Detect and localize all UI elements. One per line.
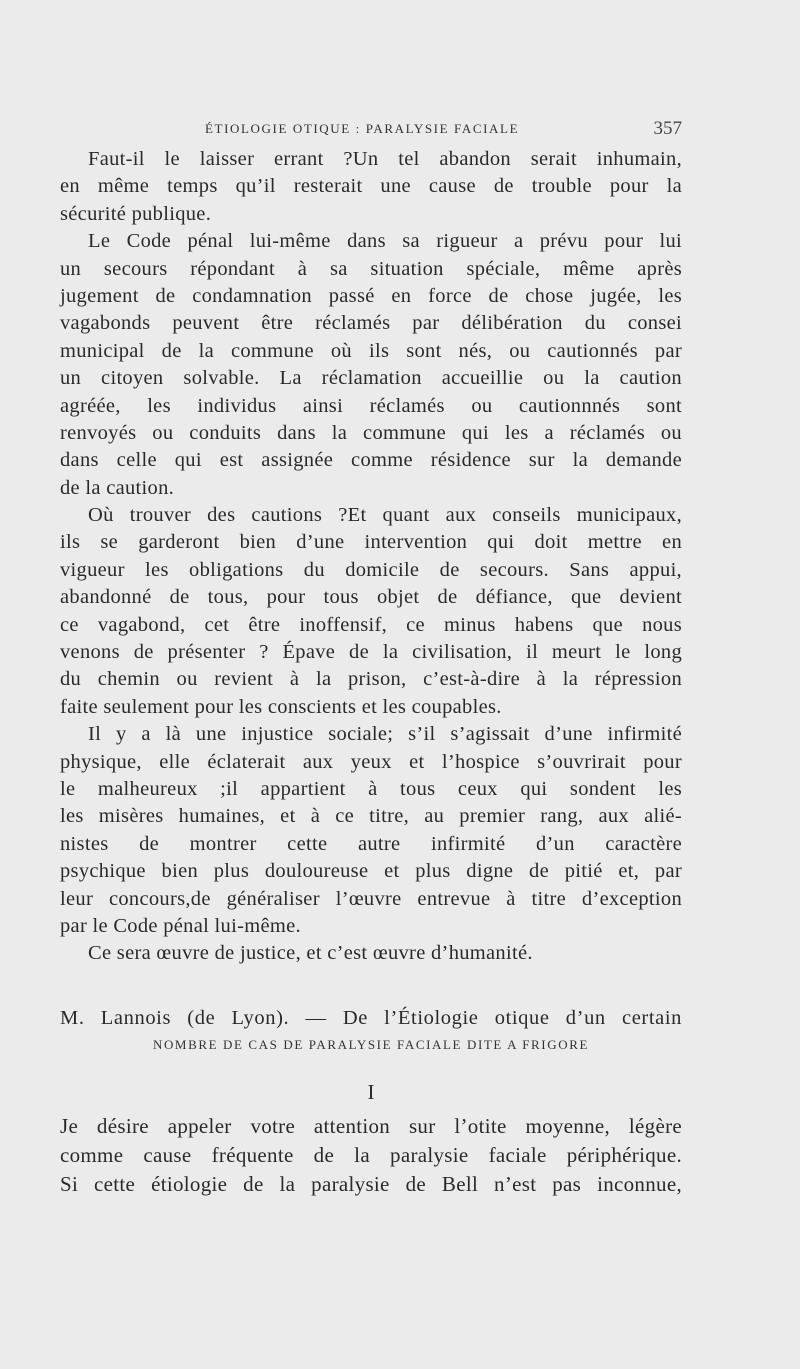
text-line: nistes de montrer cette autre infirmité d’un caractère [60, 832, 682, 855]
text-line: renvoyés ou conduits dans la commune qui les a réclamés ou [60, 421, 682, 444]
text-line: psychique bien plus douloureuse et plus digne de pitié et, par [60, 860, 682, 883]
text-line: Je désire appeler votre attention sur l’otite moyenne, légère [60, 1114, 682, 1138]
text-line: agréée, les individus ainsi réclamés ou cautionnnés sont [60, 394, 682, 417]
running-head [60, 118, 682, 140]
section-number: I [367, 1080, 375, 1104]
text-line: municipal de la commune où ils sont nés, ou cautionnés par [60, 339, 682, 362]
text-line: les misères humaines, et à ce titre, au premier rang, aux alié- [60, 805, 682, 828]
text-line: Le Code pénal lui-même dans sa rigueur a prévu pour lui [88, 230, 682, 253]
text-line: sécurité publique. [60, 202, 212, 225]
text-line: dans celle qui est assignée comme résidence sur la demande [60, 449, 682, 472]
text-line: un secours répondant à sa situation spéciale, même après [60, 257, 682, 280]
text-line: le malheureux ;il appartient à tous ceux qui sondent les [60, 777, 682, 800]
running-title: ÉTIOLOGIE OTIQUE : PARALYSIE FACIALE [205, 121, 520, 136]
text-line: par le Code pénal lui-même. [60, 914, 301, 937]
text-line: abandonné de tous, pour tous objet de défiance, que devient [60, 586, 682, 609]
text-line: leur concours,de généraliser l’œuvre entrevue à titre d’exception [60, 887, 682, 910]
text-line: Où trouver des cautions ?Et quant aux conseils municipaux, [88, 504, 682, 527]
article-heading [60, 1003, 682, 1053]
text-line: Si cette étiologie de la paralysie de Bell n’est pas inconnue, [60, 1172, 682, 1196]
text-line: vigueur les obligations du domicile de secours. Sans appui, [60, 558, 682, 581]
text-line: venons de présenter ? Épave de la civilisation, il meurt le long [60, 641, 682, 664]
text-line: vagabonds peuvent être réclamés par délibération du consei [60, 312, 682, 335]
page-number: 357 [653, 118, 682, 139]
text-line: Il y a là une injustice sociale; s’il s’agissait d’une infirmité [88, 723, 682, 746]
text-line: en même temps qu’il resterait une cause de trouble pour la [60, 175, 682, 198]
text-line: ce vagabond, cet être inoffensif, ce minus habens que nous [60, 613, 682, 636]
text-line: jugement de condamnation passé en force de chose jugée, les [60, 284, 682, 307]
article-heading-author-title: M. Lannois (de Lyon). — De l’Étiologie otique d’un certain [60, 1007, 682, 1029]
text-line: comme cause fréquente de la paralysie faciale périphérique. [60, 1143, 682, 1167]
text-line: faite seulement pour les conscients et les coupables. [60, 695, 502, 718]
text-line: Ce sera œuvre de justice, et c’est œuvre d’humanité. [88, 942, 533, 965]
text-line: Faut-il le laisser errant ?Un tel abandon serait inhumain, [88, 148, 682, 170]
text-line: du chemin ou revient à la prison, c’est-à-dire à la répression [60, 668, 682, 691]
text-line: physique, elle éclaterait aux yeux et l’hospice s’ouvrirait pour [60, 750, 682, 773]
body-text [60, 146, 682, 968]
text-line: un citoyen solvable. La réclamation accueillie ou la caution [60, 367, 682, 390]
section-text [60, 1112, 682, 1199]
article-heading-subtitle: NOMBRE DE CAS DE PARALYSIE FACIALE DITE A FRIGORE [152, 1037, 590, 1052]
text-line: de la caution. [60, 476, 175, 499]
text-line: ils se garderont bien d’une intervention qui doit mettre en [60, 531, 682, 554]
